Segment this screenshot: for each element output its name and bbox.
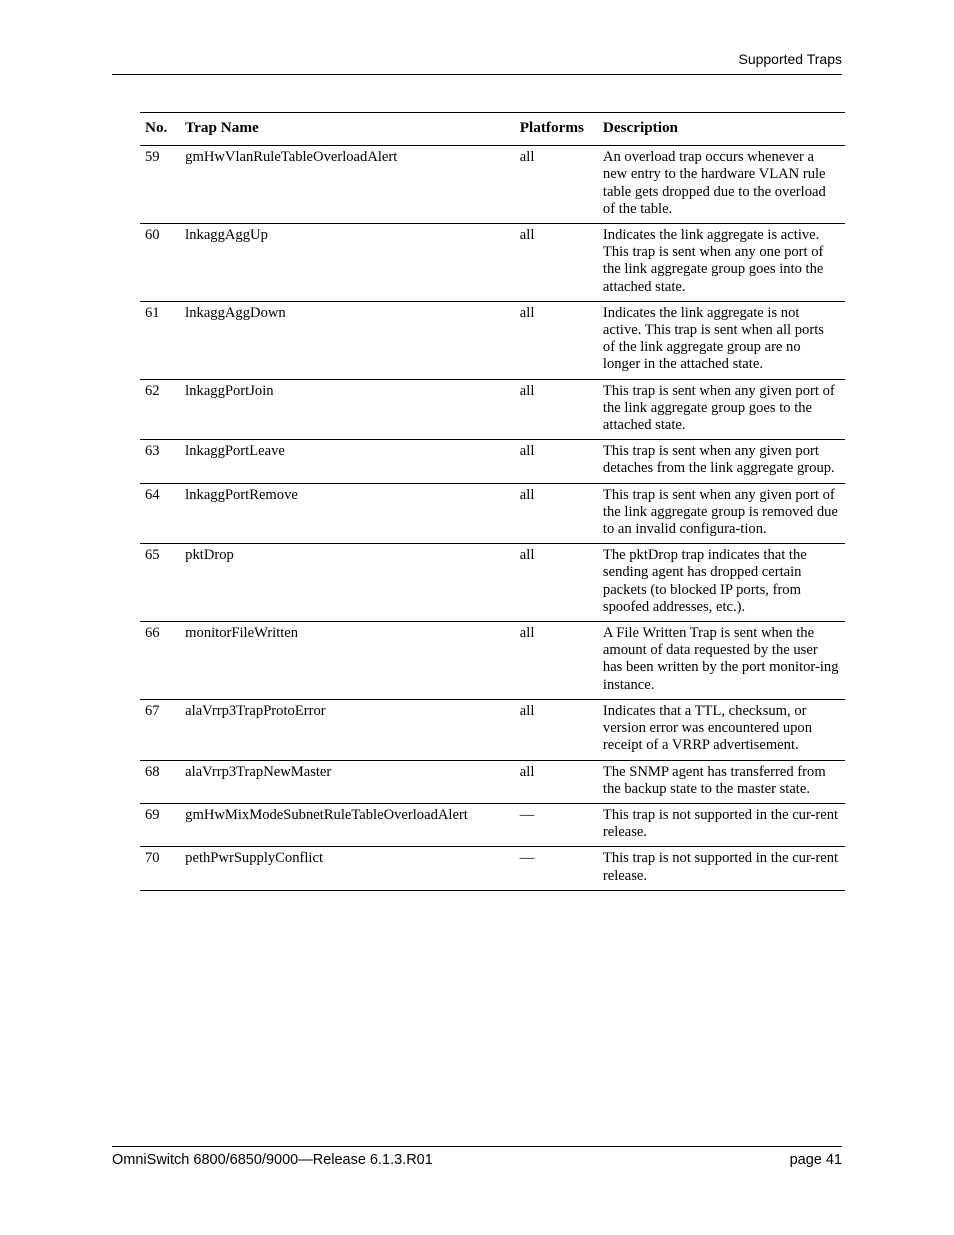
trap-description: This trap is sent when any given port of the link aggregate group goes to the attached state. [602, 382, 835, 434]
table-row [140, 146, 845, 224]
trap-platforms: all [519, 486, 535, 503]
trap-platforms: all [519, 149, 535, 166]
table-row [140, 699, 845, 760]
trap-description: The pktDrop trap indicates that the sending agent has dropped certain packets (to blocked IP ports, from spoofed addresses, etc.). [602, 547, 807, 615]
trap-platforms: all [519, 547, 535, 564]
trap-description: A File Written Trap is sent when the amount of data requested by the user has been written by the port monitor-ing instance. [602, 625, 839, 693]
trap-platforms: all [519, 702, 535, 719]
trap-number: 69 [145, 806, 160, 823]
trap-name: monitorFileWritten [185, 625, 299, 642]
footer-page-number: page 41 [789, 1152, 842, 1168]
running-header: Supported Traps [738, 51, 842, 67]
trap-description: Indicates that a TTL, checksum, or version error was encountered upon receipt of a VRRP advertisement. [602, 702, 813, 754]
trap-description: Indicates the link aggregate is not active. This trap is sent when all ports of the link aggregate group are no longer in the attached state. [602, 304, 824, 373]
table-row [140, 483, 845, 544]
trap-name: alaVrrp3TrapNewMaster [185, 763, 332, 780]
trap-platforms: all [519, 382, 535, 399]
table-row [140, 847, 845, 890]
trap-platforms: all [519, 227, 535, 244]
column-header-description: Description [602, 119, 678, 136]
trap-name: lnkaggAggDown [185, 304, 286, 321]
trap-number: 67 [145, 702, 160, 719]
trap-number: 66 [145, 625, 160, 642]
trap-name: lnkaggAggUp [185, 227, 268, 244]
trap-number: 59 [145, 149, 160, 166]
trap-name: pktDrop [185, 547, 234, 564]
column-header-no: No. [145, 119, 168, 136]
header-rule [112, 74, 842, 75]
trap-description: An overload trap occurs whenever a new entry to the hardware VLAN rule table gets dropped due to the overload of the table. [602, 149, 826, 217]
trap-platforms: — [519, 850, 535, 867]
trap-number: 68 [145, 763, 160, 780]
trap-number: 63 [145, 443, 160, 460]
table-row [140, 379, 845, 440]
trap-number: 62 [145, 382, 160, 399]
table-row [140, 544, 845, 622]
table-header [140, 113, 845, 146]
trap-platforms: all [519, 625, 535, 642]
trap-name: lnkaggPortJoin [185, 382, 274, 399]
trap-name: gmHwVlanRuleTableOverloadAlert [185, 149, 398, 166]
trap-number: 64 [145, 486, 160, 503]
trap-name: alaVrrp3TrapProtoError [185, 702, 326, 719]
trap-platforms: — [519, 806, 535, 823]
trap-name: pethPwrSupplyConflict [185, 850, 324, 867]
footer-product-release: OmniSwitch 6800/6850/9000—Release 6.1.3.R01 [112, 1152, 433, 1168]
table-row [140, 622, 845, 700]
trap-platforms: all [519, 304, 535, 321]
trap-number: 61 [145, 304, 160, 321]
table-row [140, 803, 845, 846]
trap-name: lnkaggPortLeave [185, 443, 285, 460]
trap-name: gmHwMixModeSubnetRuleTableOverloadAlert [185, 806, 468, 823]
footer-rule [112, 1146, 842, 1147]
trap-number: 70 [145, 850, 160, 867]
trap-name: lnkaggPortRemove [185, 486, 298, 503]
trap-description: This trap is not supported in the cur-rent release. [602, 806, 839, 841]
trap-description: This trap is sent when any given port of the link aggregate group is removed due to an invalid configura-tion. [602, 486, 838, 538]
supported-traps-table [140, 112, 845, 891]
column-header-trap-name: Trap Name [185, 119, 259, 136]
column-header-platforms: Platforms [519, 119, 584, 136]
trap-number: 60 [145, 227, 160, 244]
trap-description: Indicates the link aggregate is active. This trap is sent when any one port of the link aggregate group goes into the attached state. [602, 227, 824, 295]
table-row [140, 301, 845, 379]
trap-number: 65 [145, 547, 160, 564]
trap-description: The SNMP agent has transferred from the backup state to the master state. [602, 763, 826, 797]
trap-platforms: all [519, 443, 535, 460]
table-row [140, 224, 845, 302]
trap-platforms: all [519, 763, 535, 780]
table-header-row [140, 113, 845, 146]
table-body [140, 146, 845, 891]
trap-description: This trap is sent when any given port detaches from the link aggregate group. [602, 443, 835, 477]
table-row [140, 440, 845, 483]
table-row [140, 760, 845, 803]
trap-description: This trap is not supported in the cur-rent release. [602, 850, 839, 884]
